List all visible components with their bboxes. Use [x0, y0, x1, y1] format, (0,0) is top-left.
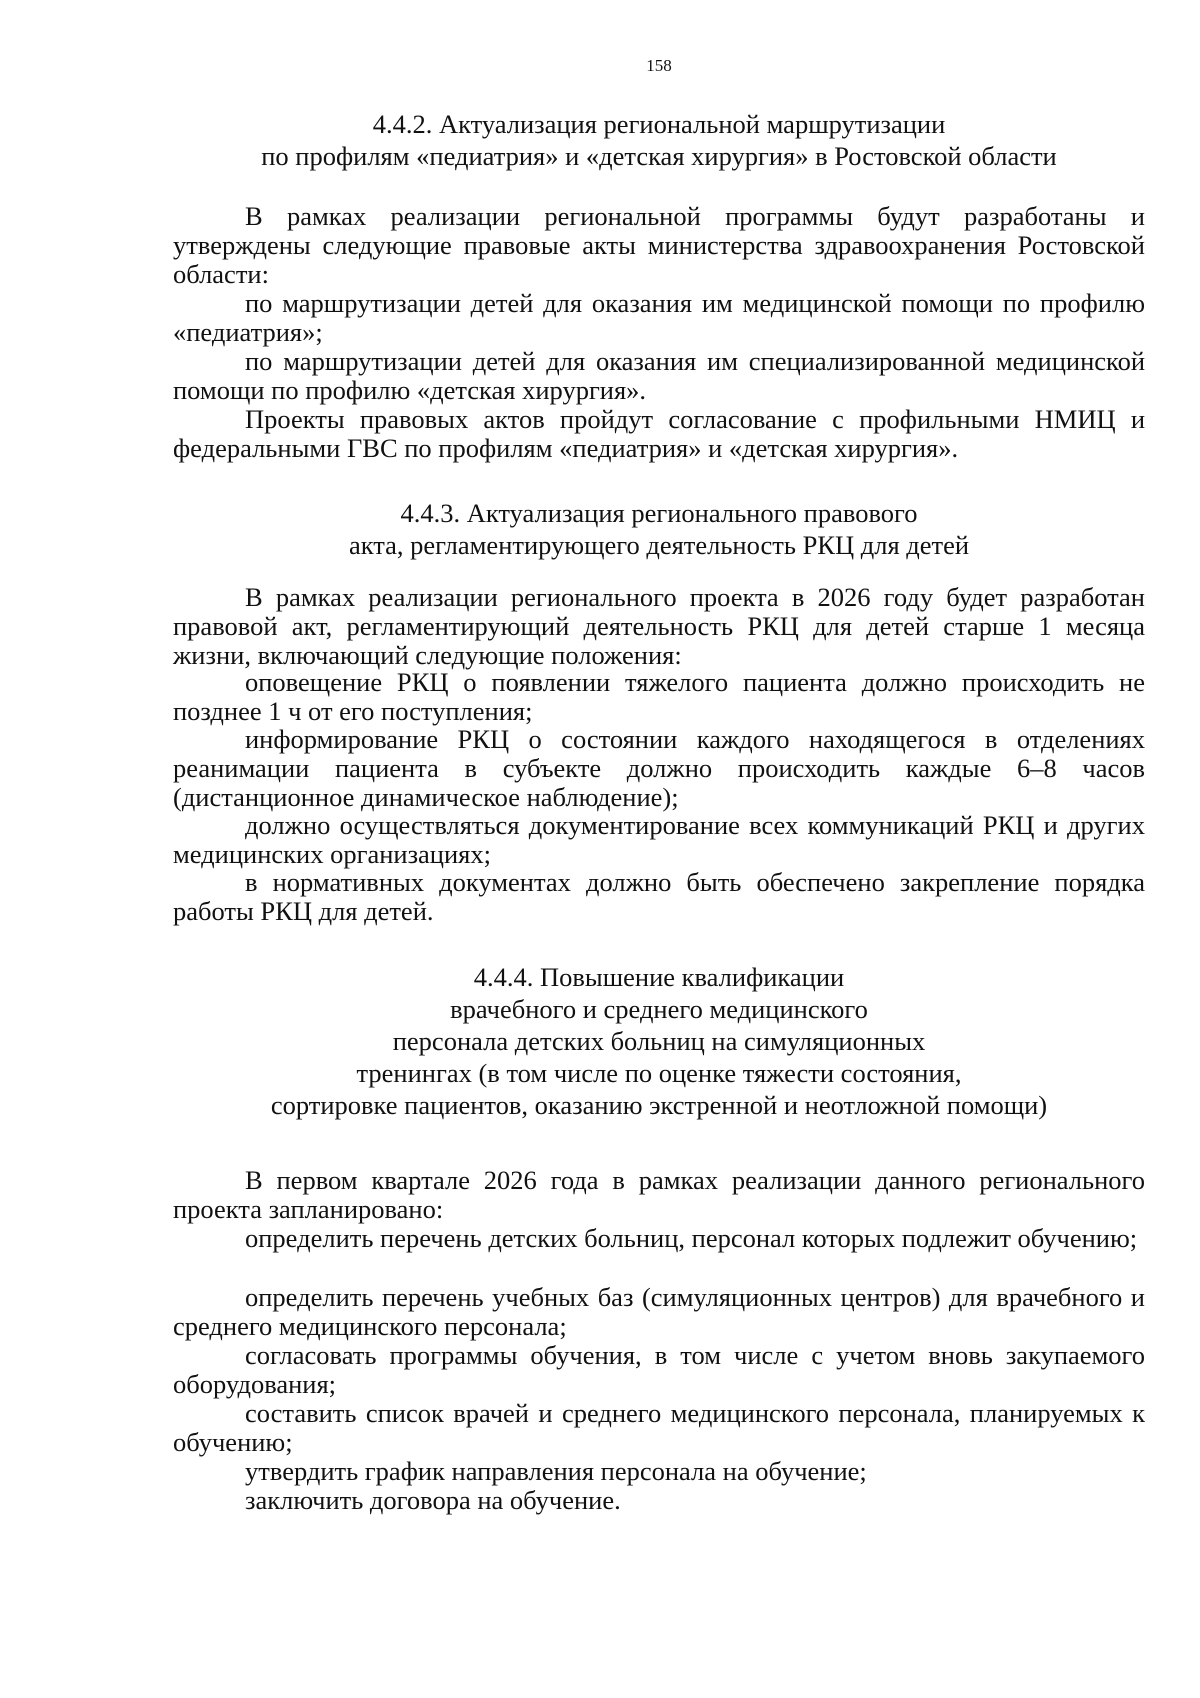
heading-line: сортировке пациентов, оказанию экстренной и неотложной помощи) — [270, 1090, 1048, 1120]
paragraph: по маршрутизации детей для оказания им специализированной медицинской помощи по профилю «детская хирургия». — [173, 346, 1145, 406]
paragraph: заключить договора на обучение. — [245, 1485, 621, 1515]
paragraph: должно осуществляться документирование всех коммуникаций РКЦ и других медицинских организациях; — [173, 810, 1145, 870]
heading-line: врачебного и среднего медицинского — [450, 994, 868, 1024]
paragraph: информирование РКЦ о состоянии каждого находящегося в отделениях реанимации пациента в субъекте должно происходить каждые 6–8 часов (дистанционное динамическое наблюдение); — [173, 724, 1145, 813]
section-heading-4-4-2 — [173, 108, 1145, 172]
paragraph: согласовать программы обучения, в том числе с учетом вновь закупаемого оборудования; — [173, 1340, 1145, 1400]
heading-line: 4.4.3. Актуализация регионального правового — [400, 498, 918, 528]
heading-line: акта, регламентирующего деятельность РКЦ для детей — [348, 530, 970, 560]
paragraph: В рамках реализации региональной программы будут разработаны и утверждены следующие правовые акты министерства здравоохранения Ростовской области: — [173, 201, 1145, 290]
paragraph: Проекты правовых актов пройдут согласование с профильными НМИЦ и федеральными ГВС по профилям «педиатрия» и «детская хирургия». — [173, 404, 1145, 464]
page-number: 158 — [646, 56, 672, 75]
paragraph: определить перечень учебных баз (симуляционных центров) для врачебного и среднего медицинского персонала; — [173, 1282, 1145, 1342]
paragraph: В первом квартале 2026 года в рамках реализации данного регионального проекта запланировано: — [173, 1165, 1145, 1225]
heading-line: по профилям «педиатрия» и «детская хирургия» в Ростовской области — [261, 141, 1057, 171]
heading-line: персонала детских больниц на симуляционных — [392, 1026, 926, 1056]
paragraph: составить список врачей и среднего медицинского персонала, планируемых к обучению; — [173, 1398, 1145, 1458]
heading-line: тренингах (в том числе по оценке тяжести состояния, — [356, 1058, 962, 1088]
heading-line: 4.4.2. Актуализация региональной маршрутизации — [372, 109, 946, 139]
section-heading-4-4-4 — [173, 961, 1145, 1121]
section-heading-4-4-3 — [173, 497, 1145, 561]
paragraph: в нормативных документах должно быть обеспечено закрепление порядка работы РКЦ для детей. — [173, 867, 1145, 927]
paragraph: В рамках реализации регионального проекта в 2026 году будет разработан правовой акт, регламентирующий деятельность РКЦ для детей старше 1 месяца жизни, включающий следующие положения: — [173, 582, 1145, 671]
heading-line: 4.4.4. Повышение квалификации — [473, 962, 845, 992]
paragraph: оповещение РКЦ о появлении тяжелого пациента должно происходить не позднее 1 ч от его поступления; — [173, 667, 1145, 727]
paragraph: по маршрутизации детей для оказания им медицинской помощи по профилю «педиатрия»; — [173, 288, 1145, 348]
paragraph: утвердить график направления персонала на обучение; — [245, 1456, 867, 1486]
paragraph: определить перечень детских больниц, персонал которых подлежит обучению; — [245, 1223, 1138, 1253]
